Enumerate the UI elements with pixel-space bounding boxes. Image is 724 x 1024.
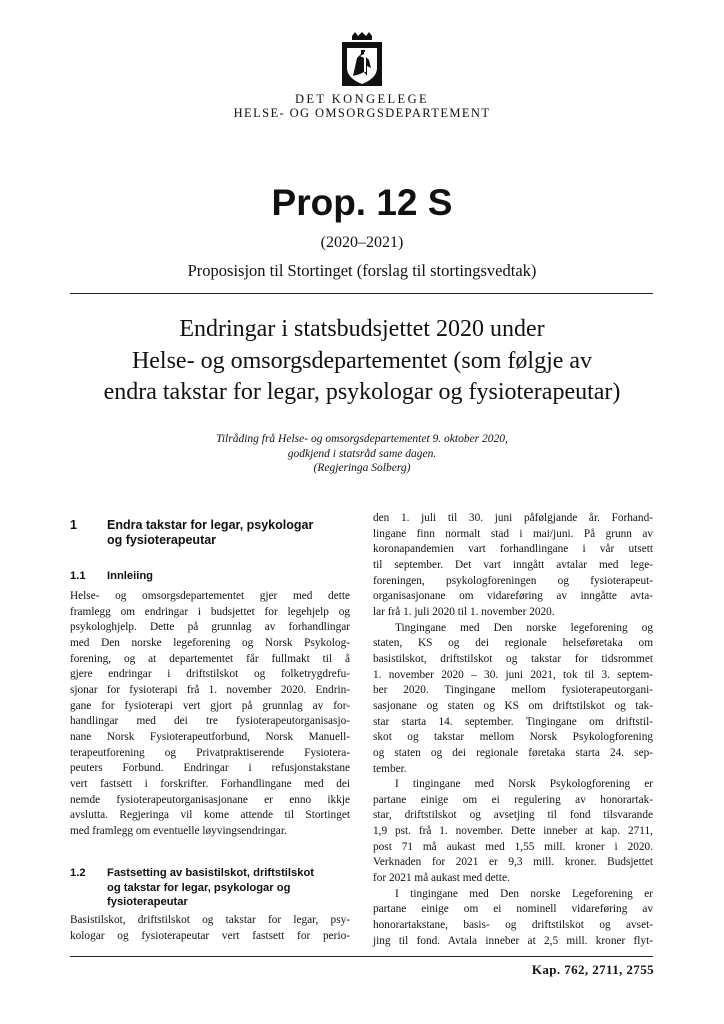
title-line: Helse- og omsorgsdepartementet (som følgje av	[131, 347, 593, 374]
chapter-reference: Kap. 762, 2711, 2755	[531, 962, 654, 977]
ministry-name-line2: HELSE- OG OMSORGSDEPARTEMENT	[233, 106, 491, 120]
body-line: partane einige om ei nominell vidareføring av	[373, 903, 653, 916]
recommendation-note	[40, 432, 684, 476]
section-number: 1.1	[70, 570, 86, 582]
body-line: sasjonane og staten og KS om driftstilskot og tak-	[373, 699, 653, 712]
body-line: organisasjonane om vidareføring av inngåtte avta-	[373, 590, 653, 603]
recommendation-line: godkjend i statsråd same dagen.	[287, 447, 437, 460]
body-line: foreningen, psykologforeningen og fysioterapeut-	[373, 574, 653, 587]
body-line: skot og takstar mellom Norsk Psykologforening	[373, 731, 653, 744]
section-1-1-heading	[70, 569, 350, 584]
body-line: post 71 må aukast med 1,55 mill. kroner i 2020.	[373, 840, 653, 853]
footer-divider	[70, 956, 653, 957]
body-line: og staten og dei regionale føretaka starta 24. sep-	[373, 746, 653, 759]
section-number: 1.2	[70, 867, 86, 879]
body-line: I tingingane med Den norske Legeforening er	[395, 887, 653, 900]
body-line: vert fastsett i forskrifter. Forhandlingane med dei	[70, 777, 350, 790]
right-column-body	[373, 511, 653, 949]
body-line: jing til fond. Avtala inneber at 2,5 mill. kroner flyt-	[373, 934, 653, 947]
body-line: lingane finn normalt stad i mai/juni. På grunn av	[373, 527, 653, 540]
section-title: Innleiing	[107, 570, 153, 582]
section-title-line: fysioterapeutar	[107, 896, 188, 908]
body-line: 1,9 pst. frå 1. november. Dette inneber at kap. 2711,	[373, 825, 653, 838]
body-line: kologar og fysioterapeutar vert fastsett for perio-	[70, 929, 350, 942]
body-line: den 1. juli til 30. juni påfølgjande år. Forhand-	[373, 512, 653, 524]
body-line: handlingar med dei tre fysioterapeutorganisasjo-	[70, 715, 350, 728]
session-years: (2020–2021)	[320, 234, 404, 251]
section-title-line: Endra takstar for legar, psykologar	[107, 518, 314, 532]
body-line: med Den norske legeforening og Norsk Psykolog-	[70, 636, 350, 649]
title-divider	[70, 293, 653, 294]
ministry-name-line1: DET KONGELEGE	[294, 92, 430, 106]
body-line: koronapandemien vart forhandlingane i vår utsett	[373, 543, 653, 556]
body-line: 1. november 2020 – 30. juni 2021, tok til 3. septem-	[373, 668, 653, 681]
body-line: Basistilskot, driftstilskot og takstar for legar, psy-	[70, 914, 350, 926]
body-line: ber 2020. Tingingane mellom fysioterapeutorgani-	[373, 684, 653, 697]
body-line: lar frå 1. juli 2020 til 1. november 2020.	[373, 605, 555, 618]
section-title-line: Fastsetting av basistilskot, driftstilskot	[107, 867, 315, 879]
proposition-type: Proposisjon til Stortinget (forslag til stortingsvedtak)	[187, 261, 537, 280]
section-1-2-body	[70, 913, 350, 944]
proposition-number: Prop. 12 S	[271, 182, 453, 223]
body-line: psykologhjelp. Dette på grunnlag av forhandlingar	[70, 621, 350, 634]
section-1-2-heading	[70, 866, 350, 910]
title-line: endra takstar for legar, psykologar og fysioterapeutar)	[103, 379, 621, 405]
section-number: 1	[70, 518, 77, 532]
section-title-line: og takstar for legar, psykologar og	[107, 881, 291, 894]
body-line: gane for fysioterapi vert gjort på grunnlag av for-	[70, 699, 350, 712]
body-line: gjere endringar i driftstilskot og folketrygdrefu-	[70, 668, 350, 681]
body-line: tember.	[373, 762, 407, 775]
body-line: forening, og at departementet får fullmakt til å	[70, 652, 350, 665]
body-line: framlegg om endringar i budsjettet for legehjelp og	[70, 605, 350, 618]
body-line: star, driftstilskot og avsetjing til fond tilsvarande	[373, 809, 653, 822]
body-line: terapeutforening og Privatpraktiserende Fysiotera-	[70, 746, 350, 759]
body-line: for 2021 må aukast med dette.	[373, 872, 510, 885]
body-line: Tingingane med Den norske legeforening og	[395, 621, 653, 634]
document-title	[40, 314, 684, 409]
body-line: til september. Det vart inngått avtalar med lege-	[373, 558, 653, 571]
coat-of-arms-logo	[338, 32, 386, 90]
section-title-line: og fysioterapeutar	[107, 533, 217, 547]
body-line: Verknaden for 2021 er 9,3 mill. kroner. Budsjettet	[373, 856, 653, 869]
body-line: nane Norsk Fysioterapeutforbund, Norsk Manuell-	[70, 730, 350, 743]
body-line: partane einige om ei regulering av honorartak-	[373, 793, 653, 806]
body-line: staten, KS og dei regionale helseføretaka om	[373, 637, 653, 650]
body-line: Helse- og omsorgsdepartementet gjer med dette	[70, 590, 350, 602]
body-line: basistilskot, driftstilskot og takstar for tidsrommet	[373, 652, 653, 665]
body-line: nemde fysioterapeutorganisasjonane er enno ikkje	[70, 793, 350, 806]
body-line: peuters Forbund. Endringar i refusjonstakstane	[70, 762, 350, 775]
body-line: star starta 14. september. Tingingane om driftstil-	[373, 715, 653, 728]
body-line: sjonar for fysioterapi frå 1. november 2020. Endrin-	[70, 683, 350, 696]
body-line: honorartakstane, basis- og driftstilskot og avset-	[373, 919, 653, 932]
body-line: avslutta. Regjeringa vil kome attende til Stortinget	[70, 809, 350, 822]
recommendation-line: Tilråding frå Helse- og omsorgsdepartementet 9. oktober 2020,	[216, 433, 508, 445]
body-line: I tingingane med Norsk Psykologforening er	[395, 778, 653, 791]
section-1-1-body	[70, 589, 350, 840]
section-1-heading	[70, 518, 350, 550]
recommendation-line: (Regjeringa Solberg)	[313, 462, 411, 474]
title-line: Endringar i statsbudsjettet 2020 under	[179, 316, 545, 342]
body-line: med framlegg om eventuelle løyvingsendringar.	[70, 824, 287, 837]
